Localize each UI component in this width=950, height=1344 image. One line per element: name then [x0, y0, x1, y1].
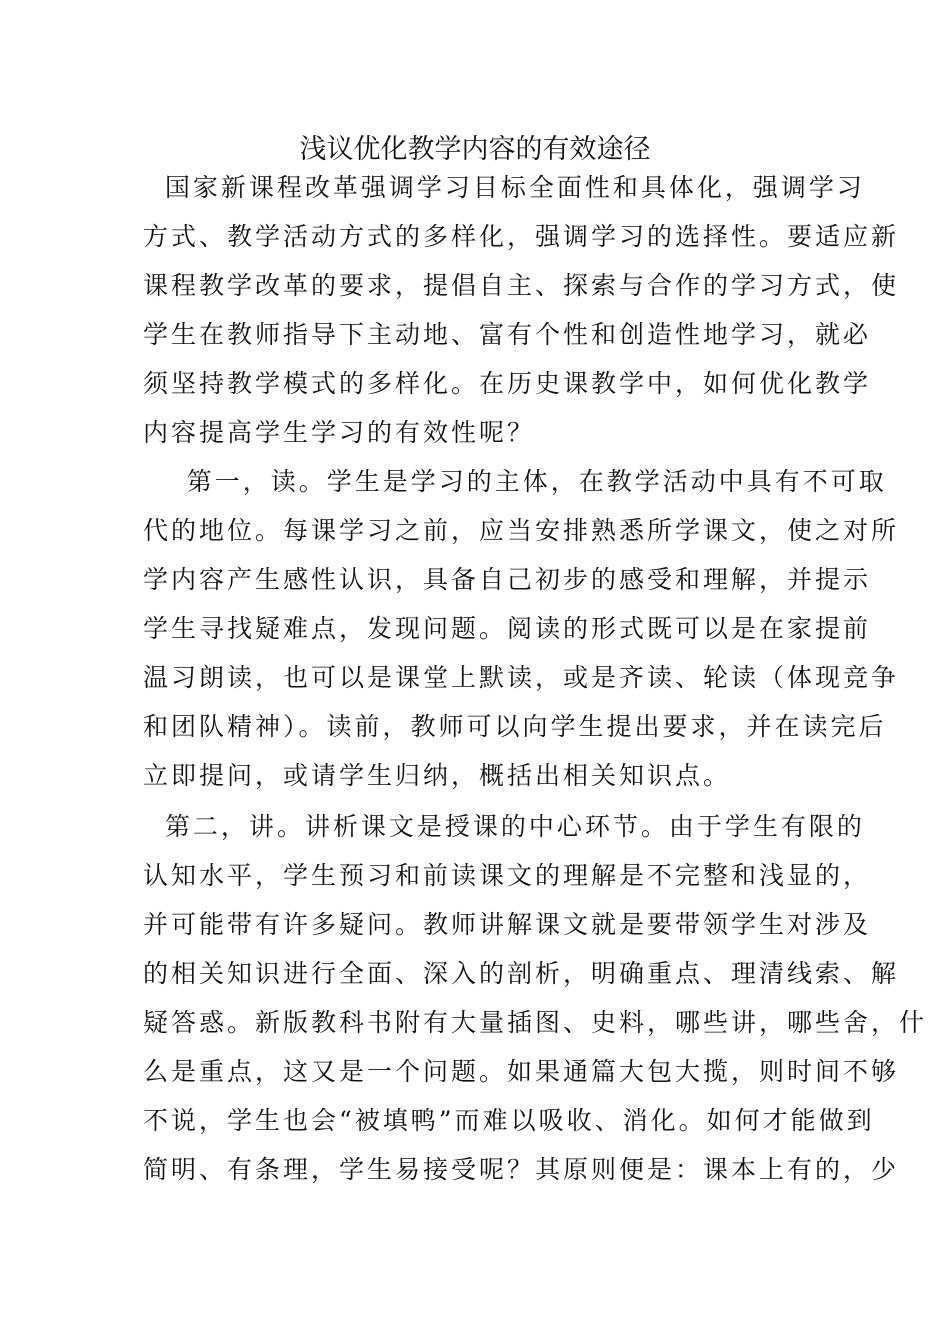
paragraph-line: 并可能带有许多疑问。教师讲解课文就是要带领学生对涉及 — [143, 910, 872, 939]
document-title: 浅议优化教学内容的有效途径 — [299, 134, 651, 165]
paragraph-line: 第一，读。学生是学习的主体，在教学活动中具有不可取 — [143, 467, 887, 496]
paragraph-line: 学内容产生感性认识，具备自己初步的感受和理解，并提示 — [143, 565, 872, 594]
paragraph-line: 方式、教学活动方式的多样化，强调学习的选择性。要适应新 — [143, 222, 900, 251]
paragraph-line: 不说，学生也会“被填鸭”而难以吸收、消化。如何才能做到 — [143, 1106, 875, 1135]
paragraph-line: 温习朗读，也可以是课堂上默读，或是齐读、轮读（体现竞争 — [143, 663, 900, 692]
paragraph-line: 内容提高学生学习的有效性呢？ — [143, 418, 536, 447]
paragraph-line: 疑答惑。新版教科书附有大量插图、史料，哪些讲，哪些舍，什 — [143, 1008, 928, 1037]
paragraph-line: 代的地位。每课学习之前，应当安排熟悉所学课文，使之对所 — [143, 516, 900, 545]
paragraph-line: 须坚持教学模式的多样化。在历史课教学中，如何优化教学 — [143, 369, 872, 398]
paragraph-line: 学生寻找疑难点，发现问题。阅读的形式既可以是在家提前 — [143, 614, 872, 643]
paragraph-line: 么是重点，这又是一个问题。如果通篇大包大揽，则时间不够 — [143, 1057, 900, 1086]
paragraph-read — [143, 457, 900, 800]
paragraph-line: 认知水平，学生预习和前读课文的理解是不完整和浅显的， — [143, 861, 872, 890]
paragraph-line: 的相关知识进行全面、深入的剖析，明确重点、理清线索、解 — [143, 959, 900, 988]
paragraph-intro — [143, 163, 900, 457]
paragraph-line: 立即提问，或请学生归纳，概括出相关知识点。 — [143, 761, 732, 790]
paragraph-line: 学生在教师指导下主动地、富有个性和创造性地学习，就必 — [143, 320, 872, 349]
paragraph-explain — [143, 802, 928, 1194]
paragraph-line: 国家新课程改革强调学习目标全面性和具体化，强调学习 — [143, 173, 865, 202]
paragraph-line: 课程教学改革的要求，提倡自主、探索与合作的学习方式，使 — [143, 271, 900, 300]
paragraph-line: 第二，讲。讲析课文是授课的中心环节。由于学生有限的 — [143, 812, 865, 841]
paragraph-line: 和团队精神）。读前，教师可以向学生提出要求，并在读完后 — [143, 712, 887, 741]
paragraph-line: 简明、有条理，学生易接受呢？其原则便是：课本上有的，少 — [143, 1155, 900, 1184]
